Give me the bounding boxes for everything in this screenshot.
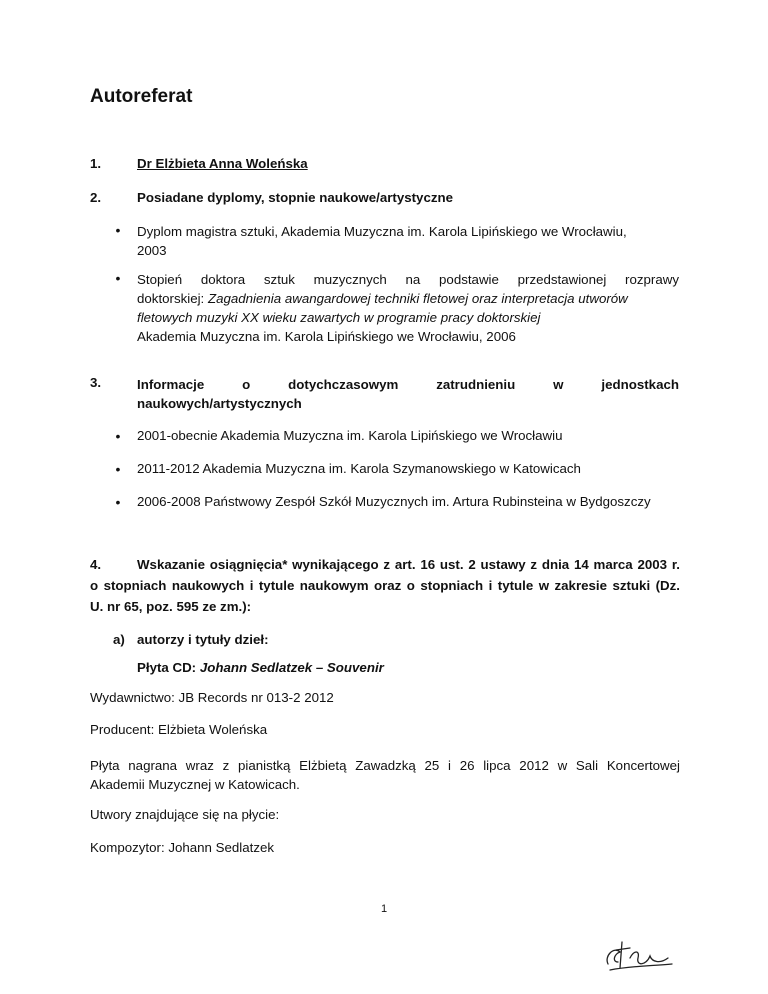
bullet-icon: • bbox=[115, 222, 121, 238]
recording-info bbox=[90, 756, 680, 794]
section-3-heading-line1: Informacje o dotychczasowym zatrudnieniu w jednostkach bbox=[137, 377, 679, 392]
section-3-number: 3. bbox=[90, 375, 102, 390]
cd-title-line bbox=[137, 660, 384, 675]
section-4-heading-line3: U. nr 65, poz. 595 ze zm.): bbox=[90, 599, 252, 614]
section-2-heading: Posiadane dyplomy, stopnie naukowe/artystyczne bbox=[137, 190, 454, 205]
composer-line: Kompozytor: Johann Sedlatzek bbox=[90, 840, 275, 855]
bullet-icon: • bbox=[115, 428, 121, 444]
section-2-number: 2. bbox=[90, 190, 102, 205]
page-number: 1 bbox=[380, 903, 388, 915]
subsection-a-label: a) bbox=[113, 632, 125, 647]
section-4-heading-line1 bbox=[90, 554, 680, 575]
bullet-icon: • bbox=[115, 270, 121, 286]
section-3-heading-line2: naukowych/artystycznych bbox=[137, 396, 302, 411]
diploma-doctor-line2 bbox=[137, 289, 679, 308]
recording-info-line2: Akademii Muzycznej w Katowicach. bbox=[90, 777, 300, 792]
diploma-doctor-prefix: doktorskiej: bbox=[137, 291, 208, 306]
bullet-icon: • bbox=[115, 494, 121, 510]
section-4-heading bbox=[90, 554, 680, 617]
bullet-icon: • bbox=[115, 461, 121, 477]
diploma-doctor-line1: Stopień doktora sztuk muzycznych na podstawie przedstawionej rozprawy bbox=[137, 272, 679, 287]
section-4-heading-line2: o stopniach naukowych i tytule naukowym oraz o stopniach i tytule w zakresie sztuki (Dz. bbox=[90, 578, 680, 593]
employment-item: 2001-obecnie Akademia Muzyczna im. Karola Lipińskiego we Wrocławiu bbox=[137, 428, 563, 443]
subsection-a-text: autorzy i tytuły dzieł: bbox=[137, 632, 269, 647]
cd-prefix: Płyta CD: bbox=[137, 660, 200, 675]
dissertation-title-part1: Zagadnienia awangardowej techniki fletowej oraz interpretacja utworów bbox=[207, 291, 628, 306]
section-1-number: 1. bbox=[90, 156, 102, 171]
producer-line: Producent: Elżbieta Woleńska bbox=[90, 722, 268, 737]
tracks-label: Utwory znajdujące się na płycie: bbox=[90, 807, 280, 822]
page-title: Autoreferat bbox=[90, 86, 193, 107]
cd-title: Johann Sedlatzek – Souvenir bbox=[199, 660, 384, 675]
dissertation-title-part2: fletowych muzyki XX wieku zawartych w programie pracy doktorskiej bbox=[137, 310, 541, 325]
employment-item: 2011-2012 Akademia Muzyczna im. Karola Szymanowskiego w Katowicach bbox=[137, 461, 581, 476]
diploma-master bbox=[137, 222, 679, 260]
section-4-heading-text: Wskazanie osiągnięcia* wynikającego z art. 16 ust. 2 ustawy z dnia 14 marca 2003 r. bbox=[137, 557, 680, 572]
diploma-master-line1: Dyplom magistra sztuki, Akademia Muzyczna im. Karola Lipińskiego we Wrocławiu, bbox=[137, 224, 627, 239]
recording-info-line1: Płyta nagrana wraz z pianistką Elżbietą Zawadzką 25 i 26 lipca 2012 w Sali Koncertowej bbox=[90, 758, 680, 773]
signature-icon bbox=[600, 936, 680, 976]
diploma-master-line2: 2003 bbox=[137, 243, 167, 258]
author-name: Dr Elżbieta Anna Woleńska bbox=[137, 156, 308, 171]
employment-item: 2006-2008 Państwowy Zespół Szkół Muzycznych im. Artura Rubinsteina w Bydgoszczy bbox=[137, 494, 651, 509]
section-3-heading bbox=[137, 375, 679, 413]
publisher-line: Wydawnictwo: JB Records nr 013-2 2012 bbox=[90, 690, 334, 705]
diploma-doctor-institution: Akademia Muzyczna im. Karola Lipińskiego we Wrocławiu, 2006 bbox=[137, 329, 516, 344]
diploma-doctor bbox=[137, 270, 679, 346]
section-4-number: 4. bbox=[90, 557, 102, 572]
